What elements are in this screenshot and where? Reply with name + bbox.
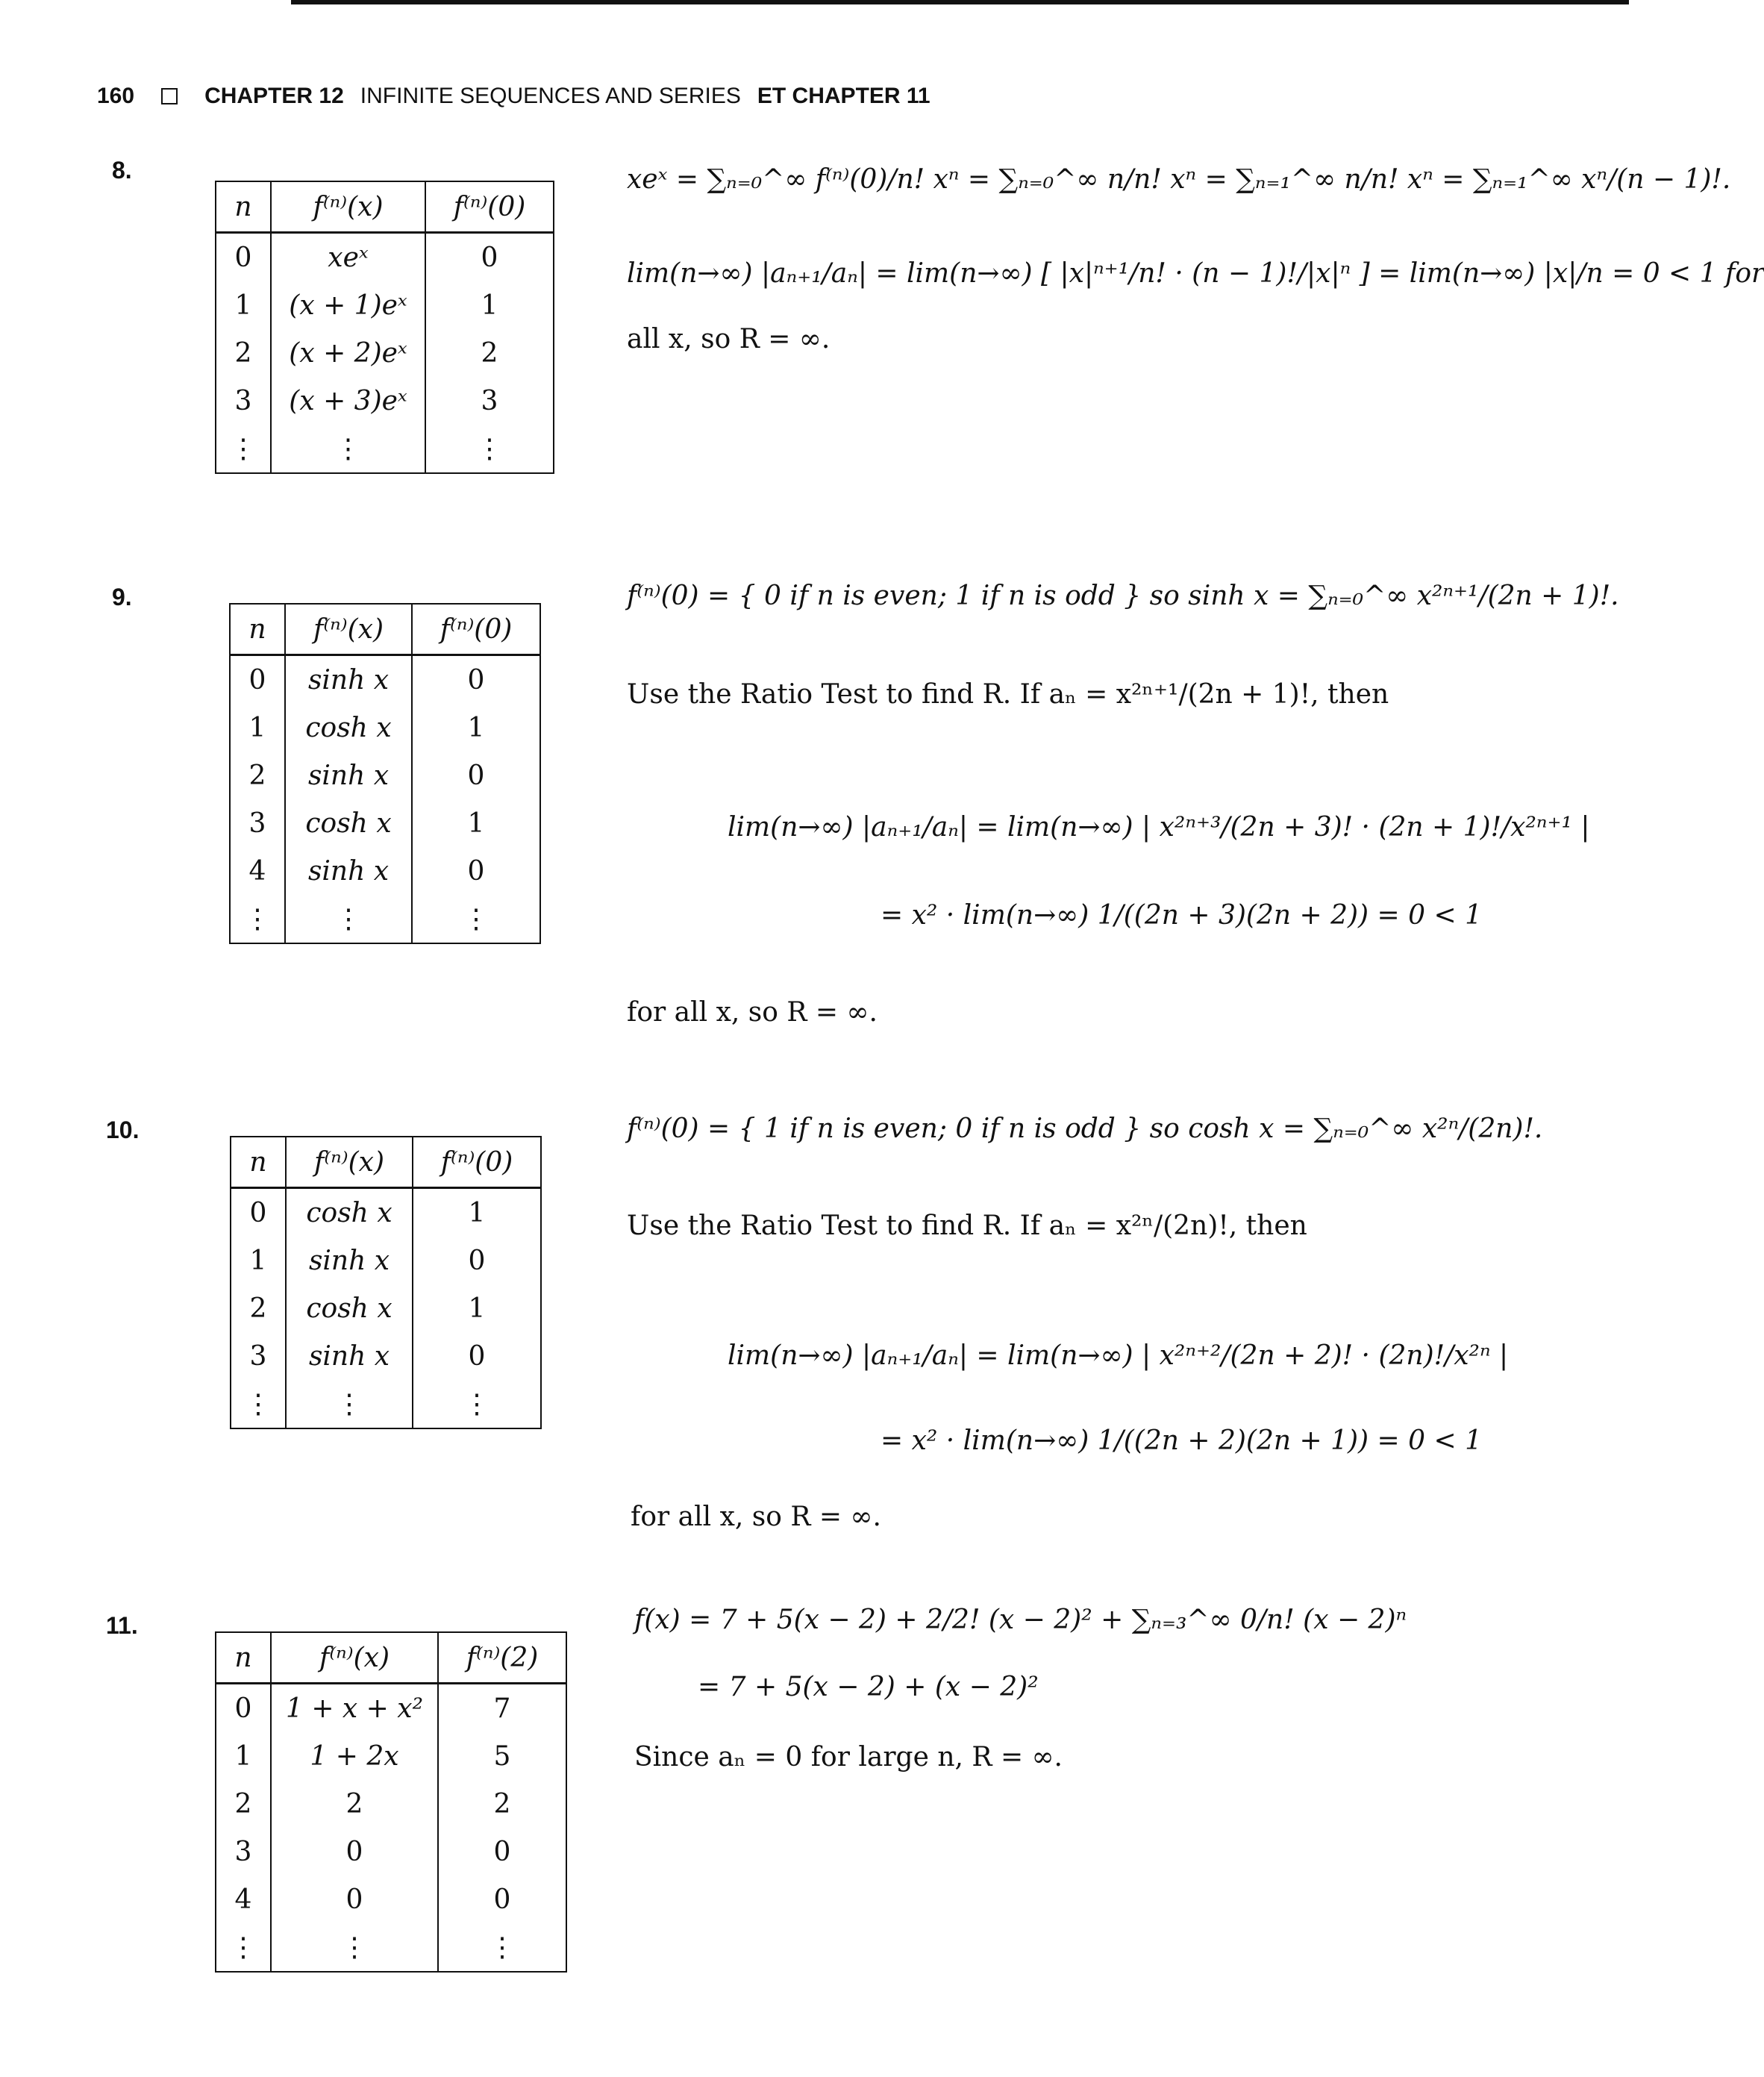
table-cell: 3 <box>216 1828 271 1875</box>
table-cell: 0 <box>230 655 285 705</box>
chapter-label: CHAPTER 12 <box>204 84 344 108</box>
table-header-cell: n <box>216 181 271 233</box>
table-cell: sinh x <box>285 752 412 799</box>
table-cell: 1 + 2x <box>271 1732 438 1780</box>
table-cell: sinh x <box>286 1237 413 1284</box>
table-cell: ⋮ <box>231 1380 286 1428</box>
table-cell: 2 <box>216 329 271 377</box>
p10-table <box>230 1136 542 1429</box>
table-cell: ⋮ <box>216 425 271 473</box>
table-header-row <box>216 1632 566 1684</box>
table-header-cell: f⁽ⁿ⁾(x) <box>286 1137 413 1188</box>
table-cell: 0 <box>413 1237 541 1284</box>
table-cell: 1 <box>216 1732 271 1780</box>
table-row <box>216 1923 566 1972</box>
p8-table <box>215 181 554 474</box>
problem-10-number: 10. <box>106 1116 140 1143</box>
top-rule <box>291 0 1629 4</box>
et-chapter-label: ET CHAPTER 11 <box>757 84 931 108</box>
table-cell: 2 <box>231 1284 286 1332</box>
table-cell: sinh x <box>285 655 412 705</box>
table-cell: 2 <box>425 329 554 377</box>
p10-derivative-cases: f⁽ⁿ⁾(0) = { 1 if n is even; 0 if n is odd } so cosh x = ∑ₙ₌₀^∞ x²ⁿ/(2n)!. <box>627 1114 1543 1144</box>
table-header-cell: f⁽ⁿ⁾(x) <box>285 604 412 655</box>
table-cell: 0 <box>425 233 554 282</box>
table-cell: (x + 1)eˣ <box>271 281 425 329</box>
table-row <box>231 1332 541 1380</box>
p11-conclusion: Since aₙ = 0 for large n, R = ∞. <box>634 1742 1063 1773</box>
p9-derivative-cases: f⁽ⁿ⁾(0) = { 0 if n is even; 1 if n is odd } so sinh x = ∑ₙ₌₀^∞ x²ⁿ⁺¹/(2n + 1)!. <box>627 581 1619 611</box>
p8-ratio-limit: lim(n→∞) |aₙ₊₁/aₙ| = lim(n→∞) [ |x|ⁿ⁺¹/n! · (n − 1)!/|x|ⁿ ] = lim(n→∞) |x|/n = 0 < 1 for <box>627 258 1764 289</box>
table-row <box>231 1188 541 1237</box>
table-cell: ⋮ <box>285 895 412 943</box>
table-cell: ⋮ <box>230 895 285 943</box>
table-row <box>230 704 540 752</box>
table-cell: 5 <box>438 1732 566 1780</box>
table-header-row <box>230 604 540 655</box>
p10-limit-result: = x² · lim(n→∞) 1/((2n + 2)(2n + 1)) = 0 < 1 <box>881 1425 1483 1456</box>
page-number: 160 <box>97 84 135 108</box>
table-header-cell: f⁽ⁿ⁾(x) <box>271 1632 438 1684</box>
table-cell: cosh x <box>285 704 412 752</box>
problem-11-number: 11. <box>106 1612 138 1639</box>
table-row <box>216 329 554 377</box>
p9-ratio-limit: lim(n→∞) |aₙ₊₁/aₙ| = lim(n→∞) | x²ⁿ⁺³/(2n + 3)! · (2n + 1)!/x²ⁿ⁺¹ | <box>728 812 1590 843</box>
table-row <box>216 1684 566 1733</box>
table-header-cell: f⁽ⁿ⁾(0) <box>413 1137 541 1188</box>
table-row <box>231 1284 541 1332</box>
table-cell: 0 <box>231 1188 286 1237</box>
table-cell: 2 <box>230 752 285 799</box>
p9-ratio-test-intro: Use the Ratio Test to find R. If aₙ = x²ⁿ⁺¹/(2n + 1)!, then <box>627 679 1389 710</box>
table-cell: ⋮ <box>216 1923 271 1972</box>
table-cell: (x + 3)eˣ <box>271 377 425 425</box>
table-cell: xeˣ <box>271 233 425 282</box>
table-cell: 1 <box>425 281 554 329</box>
table-header-cell: n <box>216 1632 271 1684</box>
table-row <box>230 655 540 705</box>
table-cell: 0 <box>413 1332 541 1380</box>
table-cell: sinh x <box>286 1332 413 1380</box>
table-cell: cosh x <box>285 799 412 847</box>
table-cell: cosh x <box>286 1284 413 1332</box>
table-cell: 2 <box>216 1780 271 1828</box>
table-header-cell: n <box>230 604 285 655</box>
problem-8-number: 8. <box>112 157 132 184</box>
table-cell: 1 + x + x² <box>271 1684 438 1733</box>
p8-conclusion: all x, so R = ∞. <box>627 324 831 355</box>
table-cell: 3 <box>231 1332 286 1380</box>
table-row <box>216 1875 566 1923</box>
table-cell: 2 <box>438 1780 566 1828</box>
p9-limit-result: = x² · lim(n→∞) 1/((2n + 3)(2n + 2)) = 0 < 1 <box>881 900 1483 931</box>
table-cell: 1 <box>231 1237 286 1284</box>
table-row <box>230 895 540 943</box>
table-cell: 0 <box>412 752 540 799</box>
p10-ratio-limit: lim(n→∞) |aₙ₊₁/aₙ| = lim(n→∞) | x²ⁿ⁺²/(2n + 2)! · (2n)!/x²ⁿ | <box>728 1340 1509 1371</box>
table-row <box>216 281 554 329</box>
table-header-cell: f⁽ⁿ⁾(0) <box>412 604 540 655</box>
table-row <box>216 1780 566 1828</box>
table-cell: sinh x <box>285 847 412 895</box>
table-cell: cosh x <box>286 1188 413 1237</box>
table-cell: 1 <box>413 1188 541 1237</box>
table-cell: 0 <box>438 1875 566 1923</box>
table-header-cell: f⁽ⁿ⁾(0) <box>425 181 554 233</box>
table-cell: 4 <box>230 847 285 895</box>
running-header <box>97 84 931 109</box>
table-row <box>216 425 554 473</box>
p9-conclusion: for all x, so R = ∞. <box>627 997 878 1028</box>
table-cell: 1 <box>412 799 540 847</box>
table-cell: ⋮ <box>271 1923 438 1972</box>
table-row <box>230 847 540 895</box>
table-row <box>216 377 554 425</box>
table-cell: ⋮ <box>438 1923 566 1972</box>
table-cell: 1 <box>230 704 285 752</box>
table-header-cell: n <box>231 1137 286 1188</box>
table-cell: ⋮ <box>425 425 554 473</box>
table-cell: ⋮ <box>412 895 540 943</box>
p8-series-equation: xeˣ = ∑ₙ₌₀^∞ f⁽ⁿ⁾(0)/n! xⁿ = ∑ₙ₌₀^∞ n/n! xⁿ = ∑ₙ₌₁^∞ n/n! xⁿ = ∑ₙ₌₁^∞ xⁿ/(n − 1)!. <box>627 164 1731 195</box>
p11-table <box>215 1631 567 1973</box>
table-row <box>230 799 540 847</box>
p10-ratio-test-intro: Use the Ratio Test to find R. If aₙ = x²ⁿ/(2n)!, then <box>627 1211 1307 1241</box>
table-header-row <box>216 181 554 233</box>
problem-9-number: 9. <box>112 584 132 610</box>
p11-simplified: = 7 + 5(x − 2) + (x − 2)² <box>698 1672 1039 1702</box>
table-cell: 3 <box>425 377 554 425</box>
table-row <box>231 1237 541 1284</box>
box-icon <box>161 88 178 104</box>
table-row <box>231 1380 541 1428</box>
table-cell: ⋮ <box>413 1380 541 1428</box>
table-cell: ⋮ <box>286 1380 413 1428</box>
table-row <box>216 1828 566 1875</box>
table-cell: 3 <box>216 377 271 425</box>
table-header-cell: f⁽ⁿ⁾(x) <box>271 181 425 233</box>
table-cell: 1 <box>412 704 540 752</box>
table-cell: 0 <box>216 1684 271 1733</box>
table-cell: 4 <box>216 1875 271 1923</box>
chapter-title: INFINITE SEQUENCES AND SERIES <box>360 84 741 108</box>
table-cell: 7 <box>438 1684 566 1733</box>
table-cell: 0 <box>412 847 540 895</box>
table-cell: 0 <box>438 1828 566 1875</box>
table-row <box>216 1732 566 1780</box>
table-cell: ⋮ <box>271 425 425 473</box>
table-cell: 3 <box>230 799 285 847</box>
p9-table <box>229 603 541 944</box>
table-cell: 1 <box>216 281 271 329</box>
table-cell: (x + 2)eˣ <box>271 329 425 377</box>
table-cell: 0 <box>271 1875 438 1923</box>
table-row <box>216 233 554 282</box>
table-cell: 0 <box>216 233 271 282</box>
table-cell: 0 <box>412 655 540 705</box>
p10-conclusion: for all x, so R = ∞. <box>631 1502 881 1532</box>
table-cell: 0 <box>271 1828 438 1875</box>
table-cell: 1 <box>413 1284 541 1332</box>
table-row <box>230 752 540 799</box>
table-header-cell: f⁽ⁿ⁾(2) <box>438 1632 566 1684</box>
p11-taylor-series: f(x) = 7 + 5(x − 2) + 2/2! (x − 2)² + ∑ₙ₌₃^∞ 0/n! (x − 2)ⁿ <box>634 1605 1407 1635</box>
table-cell: 2 <box>271 1780 438 1828</box>
table-header-row <box>231 1137 541 1188</box>
